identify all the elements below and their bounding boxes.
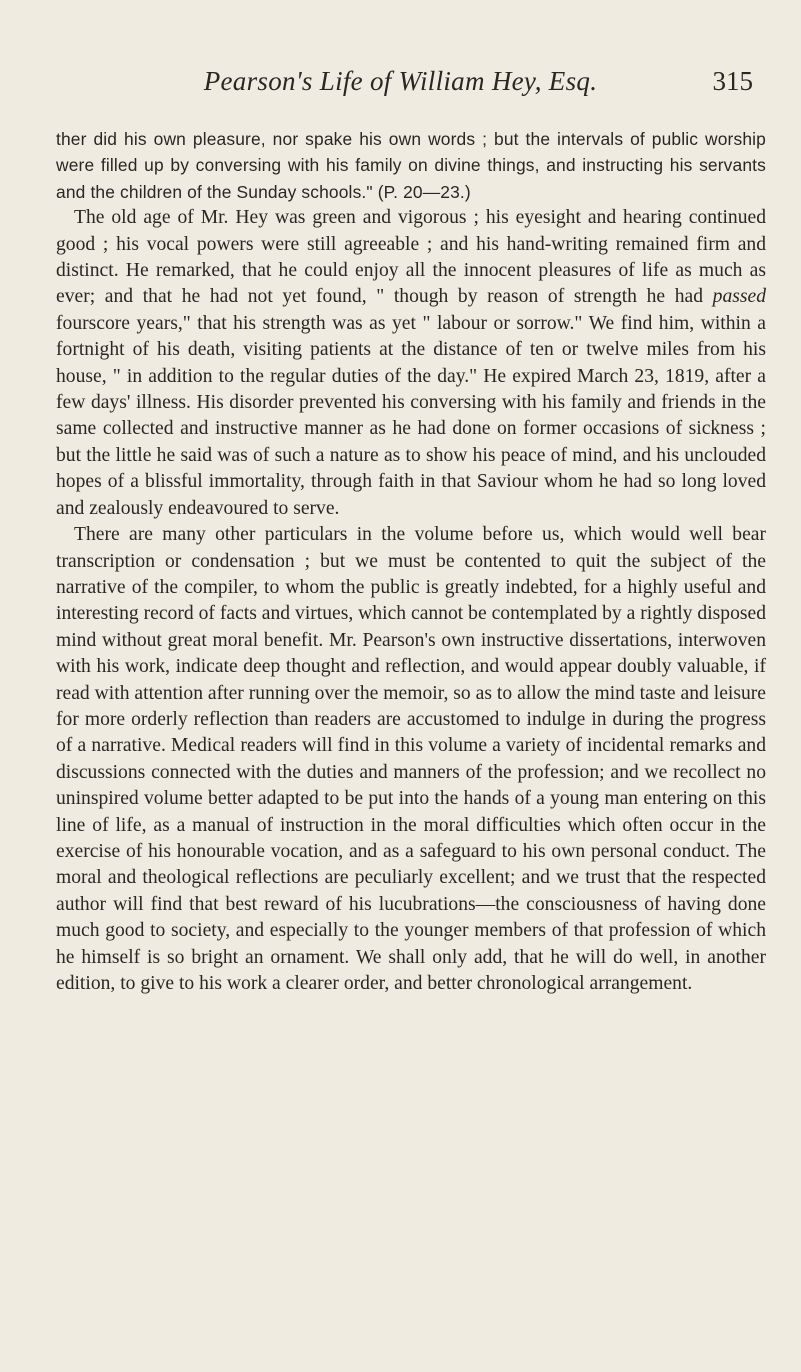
emphasis-passed: passed (712, 286, 766, 308)
paragraph-old-age (56, 205, 766, 522)
running-title: Pearson's Life of William Hey, Esq. (203, 66, 598, 96)
page-number: 315 (712, 66, 753, 96)
body-text (56, 126, 766, 997)
paragraph-old-age-part-2: fourscore years," that his strength was as yet " labour or sorrow." We find him, within a fortnight of his death, visiting patients at the distance of ten or twelve miles from his house, " in addition to the regular duties of the day." He expired March 23, 1819, after a few days' illness. His disorder prevented his conversing with his family and friends in the same collected and instructive manner as he had done on former occasions of sickness ; but the little he said was of such a nature as to show his peace of mind, and his unclouded hopes of a blissful immortality, through faith in that Saviour whom he had so long loved and zealously endeavoured to serve. (56, 312, 766, 519)
paragraph-conclusion: There are many other particulars in the volume before us, which would well bear transcription or condensation ; but we must be contented to quit the subject of the narrative of the compiler, to whom the public is greatly indebted, for a highly useful and interesting record of facts and virtues, which cannot be contemplated by a rightly disposed mind without great moral benefit. Mr. Pearson's own instructive dissertations, interwoven with his work, indicate deep thought and reflection, and would appear doubly valuable, if read with attention after running over the memoir, so as to allow the mind taste and leisure for more orderly reflection than readers are accustomed to indulge in during the progress of a narrative. Medical readers will find in this volume a variety of incidental remarks and discussions connected with the duties and manners of the profession; and we recollect no uninspired volume better adapted to be put into the hands of a young man entering on this line of life, as a manual of instruction in the moral difficulties which often occur in the exercise of his honourable vocation, and as a safeguard to his own personal conduct. The moral and theological reflections are peculiarly excellent; and we trust that the respected author will find that best reward of his lucubrations—the consciousness of having done much good to society, and especially to the younger members of that profession of which he himself is so bright an ornament. We shall only add, that he will do well, in another edition, to give to his work a clearer order, and better chronological arrangement. (56, 524, 766, 994)
paragraph-continued: ther did his own pleasure, nor spake his own words ; but the intervals of public worship were filled up by conversing with his family on divine things, and instructing his servants and the children of the Sunday schools." (P. 20—23.) (56, 129, 766, 202)
paragraph-old-age-part-1: The old age of Mr. Hey was green and vigorous ; his eyesight and hearing continued good ; his vocal powers were still agreeable ; and his hand-writing remained firm and distinct. He remarked, that he could enjoy all the innocent pleasures of life as much as ever; and that he had not yet found, " though by reason of strength he had (56, 207, 766, 308)
running-head (0, 66, 801, 106)
